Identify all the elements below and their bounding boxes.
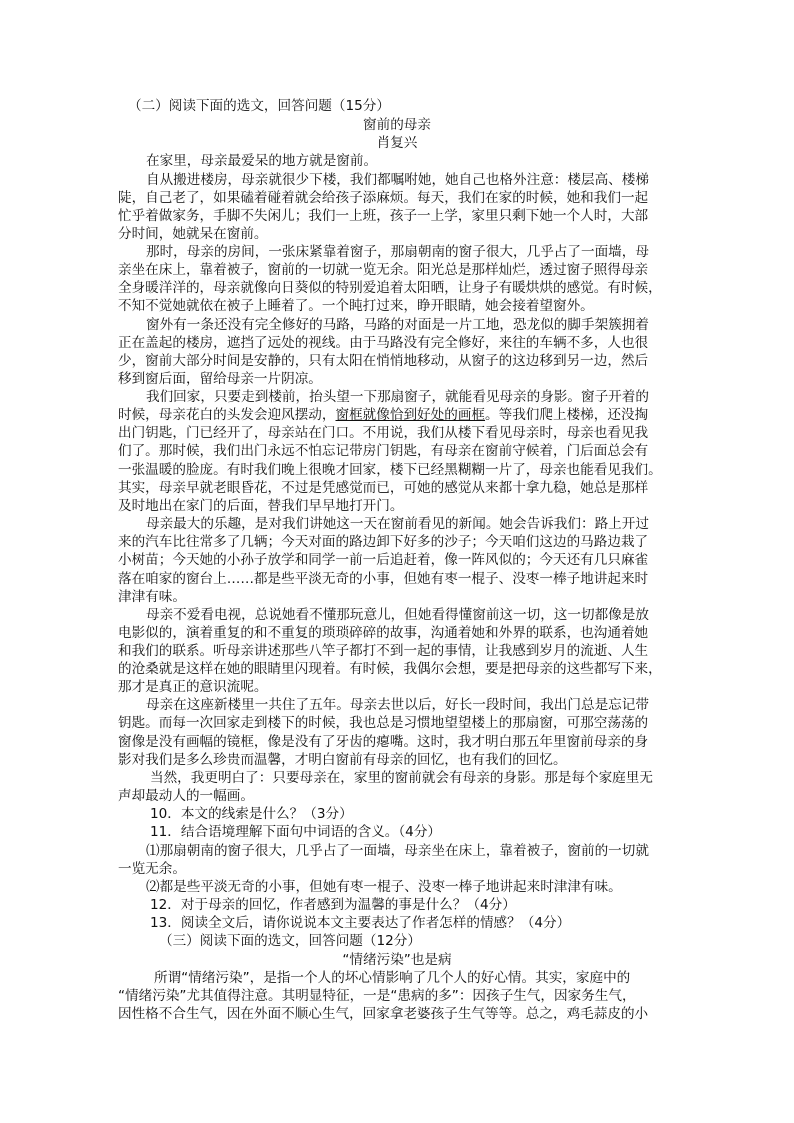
paragraph-line: 小树苗；今天她的小孙子放学和同学一前一后追赶着，像一阵风似的；今天还有几只麻雀 <box>118 552 649 568</box>
paragraph-line: 津津有味。 <box>118 589 186 605</box>
paragraph-line: 少，窗前大部分时间是安静的，只有太阳在悄悄地移动，从窗子的这边移到另一边，然后 <box>118 353 649 369</box>
text-segment: 时候，母亲花白的头发会迎风摆动， <box>118 407 336 423</box>
paragraph-line: 自从搬进楼房，母亲就很少下楼，我们都嘱咐她，她自己也格外注意：楼层高、楼梯 <box>146 172 649 188</box>
paragraph-line: 亲坐在床上，靠着被子，窗前的一切就一览无余。阳光总是那样灿烂，透过窗子照得母亲 <box>118 262 649 278</box>
paragraph-line: 一张温暖的脸庞。有时我们晚上很晚才回家，楼下已经黑糊糊一片了，母亲也能看见我们。 <box>118 462 662 478</box>
paragraph-line: 影对我们是多么珍贵而温馨，才明白窗前有母亲的回忆，也有我们的回忆。 <box>118 752 567 768</box>
paragraph-line: 钥匙。而每一次回家走到楼下的时候，我也总是习惯地望望楼上的那扇窗，可那空荡荡的 <box>118 715 649 731</box>
paragraph-line: 不知不觉她就依在被子上睡着了。一个盹打过来，睁开眼睛，她会接着望窗外。 <box>118 298 594 314</box>
text-segment: 。等我们爬上楼梯，还没掏 <box>485 407 649 423</box>
section2-heading: （二）阅读下面的选文，回答问题（15分） <box>128 98 390 114</box>
paragraph-line: 那才是真正的意识流呢。 <box>118 679 268 695</box>
question-11-item-2: ⑵都是些平淡无奇的小事，但她有枣一棍子、没枣一棒子地讲起来时津津有味。 <box>146 879 622 895</box>
paragraph-line: 其实，母亲早就老眼昏花，不过是凭感觉而已，可她的感觉从来都十拿九稳，她总是那样 <box>118 480 649 496</box>
paragraph-line: 落在咱家的窗台上……都是些平淡无奇的小事，但她有枣一棍子、没枣一棒子地讲起来时 <box>118 571 649 587</box>
section3-heading: （三）阅读下面的选文，回答问题（12分） <box>159 933 421 949</box>
paragraph-line: 出门钥匙，门已经开了，母亲站在门口。不用说，我们从楼下看见母亲时，母亲也看见我 <box>118 425 649 441</box>
section2-author: 肖复兴 <box>376 135 418 151</box>
question-11-item-1-cont: 一览无余。 <box>118 861 186 877</box>
paragraph-line: 因性格不合生气，因在外面不顺心生气，回家拿老婆孩子生气等等。总之，鸡毛蒜皮的小 <box>118 1006 649 1022</box>
paragraph-line: 母亲在这座新楼里一共住了五年。母亲去世以后，好长一段时间，我出门总是忘记带 <box>146 697 649 713</box>
question-12: 12．对于母亲的回忆，作者感到为温馨的事是什么？（4分） <box>150 897 516 913</box>
paragraph-line: 移到窗后面，留给母亲一片阴凉。 <box>118 371 322 387</box>
section3-title: “情绪污染”也是病 <box>342 952 452 968</box>
paragraph-line: “情绪污染”尤其值得注意。其明显特征，一是“患病的多”：因孩子生气，因家务生气， <box>118 988 636 1004</box>
paragraph-line: 当然，我更明白了：只要母亲在，家里的窗前就会有母亲的身影。那是每个家庭里无 <box>150 770 653 786</box>
paragraph-line: 及时地出在家门的后面，替我们早早地打开门。 <box>118 498 404 514</box>
paragraph-line: 窗外有一条还没有完全修好的马路，马路的对面是一片工地，恐龙似的脚手架簇拥着 <box>146 317 649 333</box>
section2-title: 窗前的母亲 <box>363 117 431 133</box>
paragraph-line-with-underline <box>118 406 678 424</box>
paragraph-line: 正在盖起的楼房，遮挡了远处的视线。由于马路没有完全修好，来往的车辆不多，人也很 <box>118 335 649 351</box>
paragraph-line: 窗像是没有画幅的镜框，像是没有了牙齿的瘪嘴。这时，我才明白那五年里窗前母亲的身 <box>118 734 649 750</box>
paragraph-line: 的沧桑就是这样在她的眼睛里闪现着。有时候，我偶尔会想，要是把母亲的这些都写下来， <box>118 661 662 677</box>
question-10: 10．本文的线索是什么？（3分） <box>150 806 353 822</box>
question-11: 11．结合语境理解下面句中词语的含义。（4分） <box>150 824 442 840</box>
paragraph-line: 和我们的联系。听母亲讲述那些八竿子都打不到一起的事情，让我感到岁月的流逝、人生 <box>118 643 649 659</box>
question-11-item-1: ⑴那扇朝南的窗子很大，几乎占了一面墙，母亲坐在床上，靠着被子，窗前的一切就 <box>146 843 649 859</box>
paragraph-line: 那时，母亲的房间，一张床紧靠着窗子，那扇朝南的窗子很大，几乎占了一面墙，母 <box>146 244 649 260</box>
paragraph-line: 来的汽车比往常多了几辆；今天对面的路边卸下好多的沙子；今天咱们这边的马路边栽了 <box>118 534 649 550</box>
paragraph-line: 声却最动人的一幅画。 <box>118 788 254 804</box>
paragraph-line: 母亲不爱看电视，总说她看不懂那玩意儿，但她看得懂窗前这一切，这一切都像是放 <box>146 607 649 623</box>
paragraph-line: 全身暖洋洋的，母亲就像向日葵似的特别爱追着太阳晒，让身子有暖烘烘的感觉。有时候， <box>118 280 662 296</box>
question-13: 13．阅读全文后，请你说说本文主要表达了作者怎样的情感？（4分） <box>150 915 571 931</box>
paragraph-line: 母亲最大的乐趣，是对我们讲她这一天在窗前看见的新闻。她会告诉我们：路上开过 <box>146 516 649 532</box>
paragraph-line: 们了。那时候，我们出门永远不怕忘记带房门钥匙，有母亲在窗前守候着，门后面总会有 <box>118 443 649 459</box>
paragraph-line: 忙乎着做家务，手脚不失闲儿；我们一上班，孩子一上学，家里只剩下她一个人时，大部 <box>118 208 649 224</box>
paragraph-line: 电影似的，演着重复的和不重复的琐琐碎碎的故事，沟通着她和外界的联系，也沟通着她 <box>118 625 649 641</box>
underlined-phrase: 窗框就像恰到好处的画框 <box>335 407 486 423</box>
paragraph-line: 所谓“情绪污染”，是指一个人的坏心情影响了几个人的好心情。其实，家庭中的 <box>154 970 631 986</box>
paragraph-line: 在家里，母亲最爱呆的地方就是窗前。 <box>146 153 378 169</box>
paragraph-line: 分时间，她就呆在窗前。 <box>118 226 268 242</box>
paragraph-line: 我们回家，只要走到楼前，抬头望一下那扇窗子，就能看见母亲的身影。窗子开着的 <box>146 389 649 405</box>
paragraph-line: 陡，自己老了，如果磕着碰着就会给孩子添麻烦。每天，我们在家的时候，她和我们一起 <box>118 190 649 206</box>
